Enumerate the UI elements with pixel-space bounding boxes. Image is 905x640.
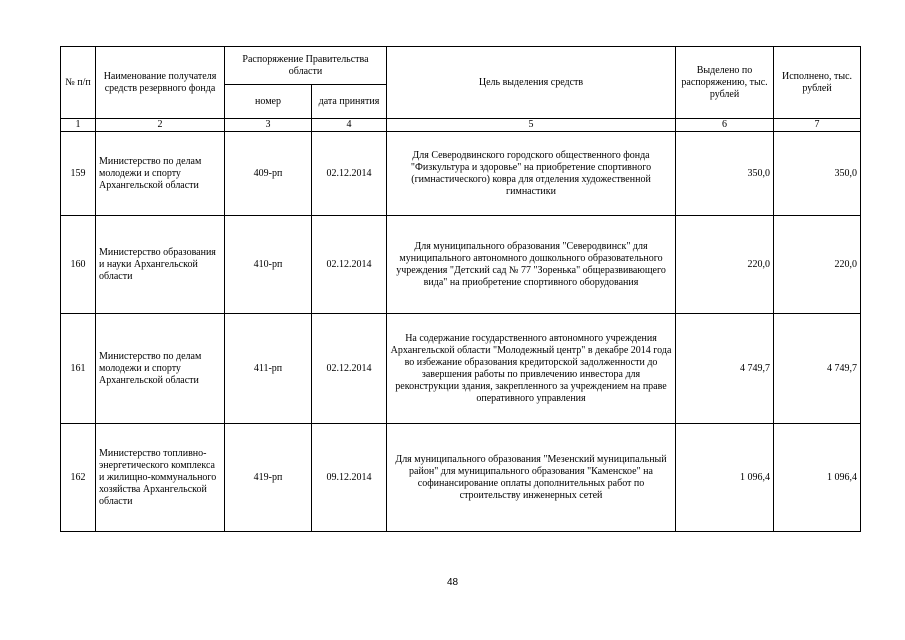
order-date-cell: 09.12.2014 — [312, 424, 387, 532]
table-row — [61, 216, 861, 314]
table-row — [61, 424, 861, 532]
purpose-cell: Для муниципального образования "Мезенский муниципальный район" для муниципального образования "Каменское" на софинансирование оплаты дополнительных работ по строительству инженерных сетей — [387, 424, 676, 532]
executed-cell: 350,0 — [774, 132, 861, 216]
recipient-cell: Министерство образования и науки Архангельской области — [96, 216, 225, 314]
executed-cell: 220,0 — [774, 216, 861, 314]
header-col-order: Распоряжение Правительства области — [225, 47, 387, 85]
order-number-cell: 410-рп — [225, 216, 312, 314]
column-number: 7 — [774, 119, 861, 132]
header-col-purpose: Цель выделения средств — [387, 47, 676, 119]
column-number: 4 — [312, 119, 387, 132]
column-number: 3 — [225, 119, 312, 132]
header-col-order-number: номер — [225, 85, 312, 119]
column-number: 6 — [676, 119, 774, 132]
order-date-cell: 02.12.2014 — [312, 216, 387, 314]
recipient-cell: Министерство по делам молодежи и спорту Архангельской области — [96, 132, 225, 216]
header-col-no: № п/п — [61, 47, 96, 119]
recipient-cell: Министерство по делам молодежи и спорту Архангельской области — [96, 314, 225, 424]
column-number: 2 — [96, 119, 225, 132]
column-number: 5 — [387, 119, 676, 132]
executed-cell: 4 749,7 — [774, 314, 861, 424]
allocated-cell: 220,0 — [676, 216, 774, 314]
recipient-cell: Министерство топливно-энергетического комплекса и жилищно-коммунального хозяйства Архангельской области — [96, 424, 225, 532]
purpose-cell: Для Северодвинского городского общественного фонда "Физкультура и здоровье" на приобретение спортивного (гимнастического) ковра для отделения художественной гимнастики — [387, 132, 676, 216]
header-row-top — [61, 47, 861, 85]
page-number: 48 — [446, 577, 459, 588]
row-number: 160 — [61, 216, 96, 314]
reserve-fund-table — [60, 46, 861, 532]
allocated-cell: 4 749,7 — [676, 314, 774, 424]
order-number-cell: 411-рп — [225, 314, 312, 424]
order-date-cell: 02.12.2014 — [312, 314, 387, 424]
row-number: 161 — [61, 314, 96, 424]
column-number: 1 — [61, 119, 96, 132]
order-number-cell: 409-рп — [225, 132, 312, 216]
order-number-cell: 419-рп — [225, 424, 312, 532]
row-number: 162 — [61, 424, 96, 532]
table-row — [61, 132, 861, 216]
purpose-cell: На содержание государственного автономного учреждения Архангельской области "Молодежный центр" в декабре 2014 года во избежание образования кредиторской задолженности до завершения работы по привлечению инвестора для реконструкции здания, закрепленного за учреждением на праве оперативного управления — [387, 314, 676, 424]
allocated-cell: 350,0 — [676, 132, 774, 216]
allocated-cell: 1 096,4 — [676, 424, 774, 532]
purpose-cell: Для муниципального образования "Северодвинск" для муниципального автономного дошкольного образовательного учреждения "Детский сад № 77 "Зоренька" общеразвивающего вида" на приобретение спортивного оборудования — [387, 216, 676, 314]
executed-cell: 1 096,4 — [774, 424, 861, 532]
order-date-cell: 02.12.2014 — [312, 132, 387, 216]
row-number: 159 — [61, 132, 96, 216]
header-col-allocated: Выделено по распоряжению, тыс. рублей — [676, 47, 774, 119]
header-col-recipient: Наименование получателя средств резервного фонда — [96, 47, 225, 119]
header-col-order-date: дата принятия — [312, 85, 387, 119]
column-number-row — [61, 119, 861, 132]
table-row — [61, 314, 861, 424]
header-col-executed: Исполнено, тыс. рублей — [774, 47, 861, 119]
